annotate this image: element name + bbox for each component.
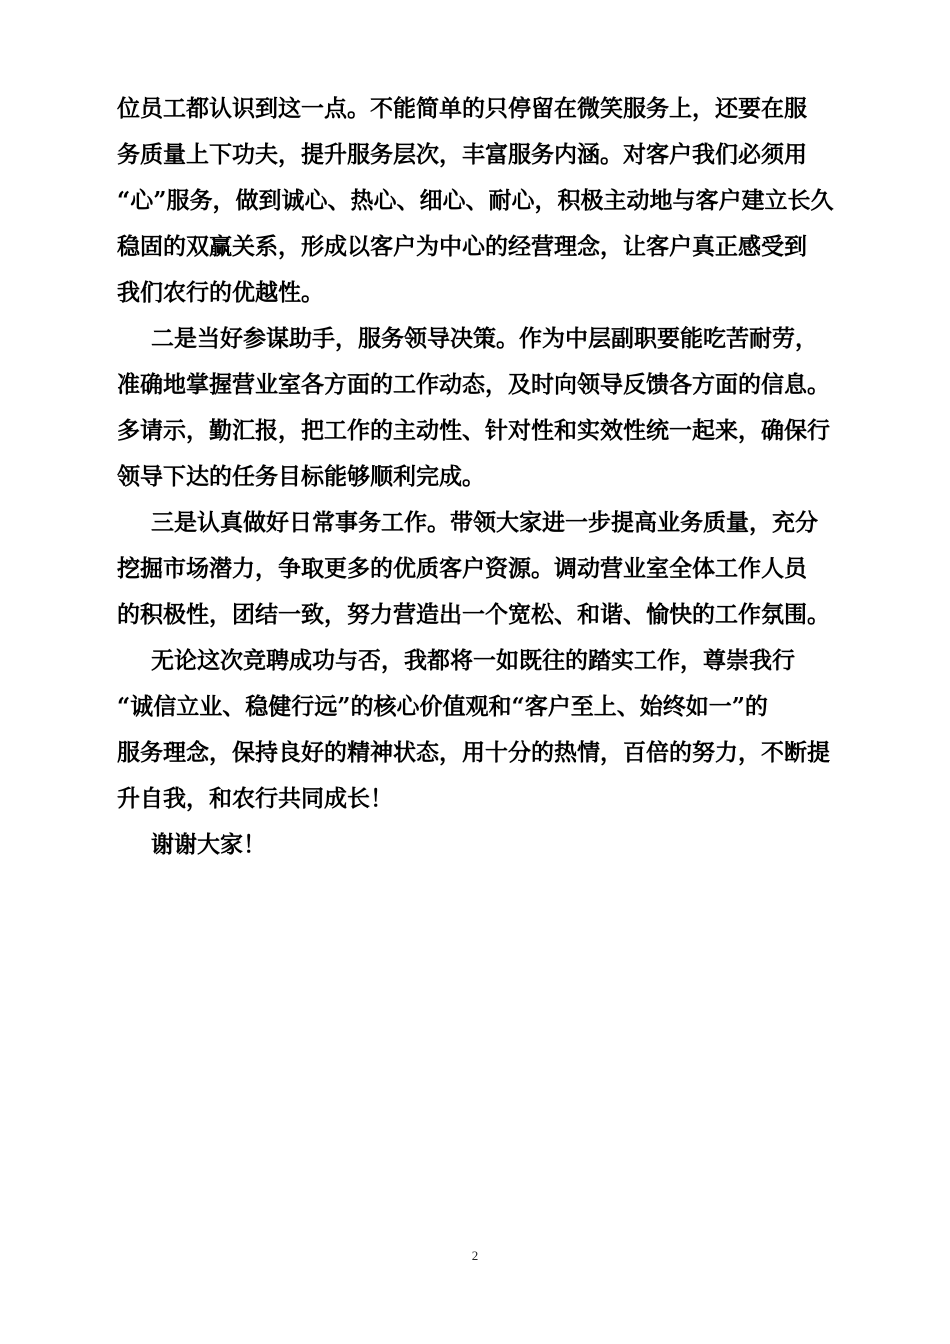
text-line: 的积极性，团结一致，努力营造出一个宽松、和谐、愉快的工作氛围。 xyxy=(117,601,830,628)
paragraph-first-line: 二是当好参谋助手，服务领导决策。作为中层副职要能吃苦耐劳， xyxy=(151,325,818,352)
paragraph-first-line: 三是认真做好日常事务工作。带领大家进一步提高业务质量，充分 xyxy=(151,509,818,536)
text-line: 我们农行的优越性。 xyxy=(117,279,324,306)
text-line: 位员工都认识到这一点。不能简单的只停留在微笑服务上，还要在服 xyxy=(117,95,807,122)
text-line: 稳固的双赢关系，形成以客户为中心的经营理念，让客户真正感受到 xyxy=(117,233,807,260)
text-line: 领导下达的任务目标能够顺利完成。 xyxy=(117,463,485,490)
paragraph-first-line: 无论这次竞聘成功与否，我都将一如既往的踏实工作，尊崇我行 xyxy=(151,647,795,674)
closing-line: 谢谢大家！ xyxy=(151,831,266,858)
text-line: 服务理念，保持良好的精神状态，用十分的热情，百倍的努力，不断提 xyxy=(117,739,830,766)
text-line: “心”服务，做到诚心、热心、细心、耐心，积极主动地与客户建立长久 xyxy=(117,187,834,214)
document-body xyxy=(117,86,847,868)
text-line: 升自我，和农行共同成长！ xyxy=(117,785,393,812)
text-line: 准确地掌握营业室各方面的工作动态，及时向领导反馈各方面的信息。 xyxy=(117,371,830,398)
text-line: 挖掘市场潜力，争取更多的优质客户资源。调动营业室全体工作人员 xyxy=(117,555,807,582)
text-line: “诚信立业、稳健行远”的核心价值观和“客户至上、始终如一”的 xyxy=(117,693,768,720)
text-line: 务质量上下功夫，提升服务层次，丰富服务内涵。对客户我们必须用 xyxy=(117,141,807,168)
page-number: 2 xyxy=(471,1248,479,1263)
text-line: 多请示，勤汇报，把工作的主动性、针对性和实效性统一起来，确保行 xyxy=(117,417,830,444)
